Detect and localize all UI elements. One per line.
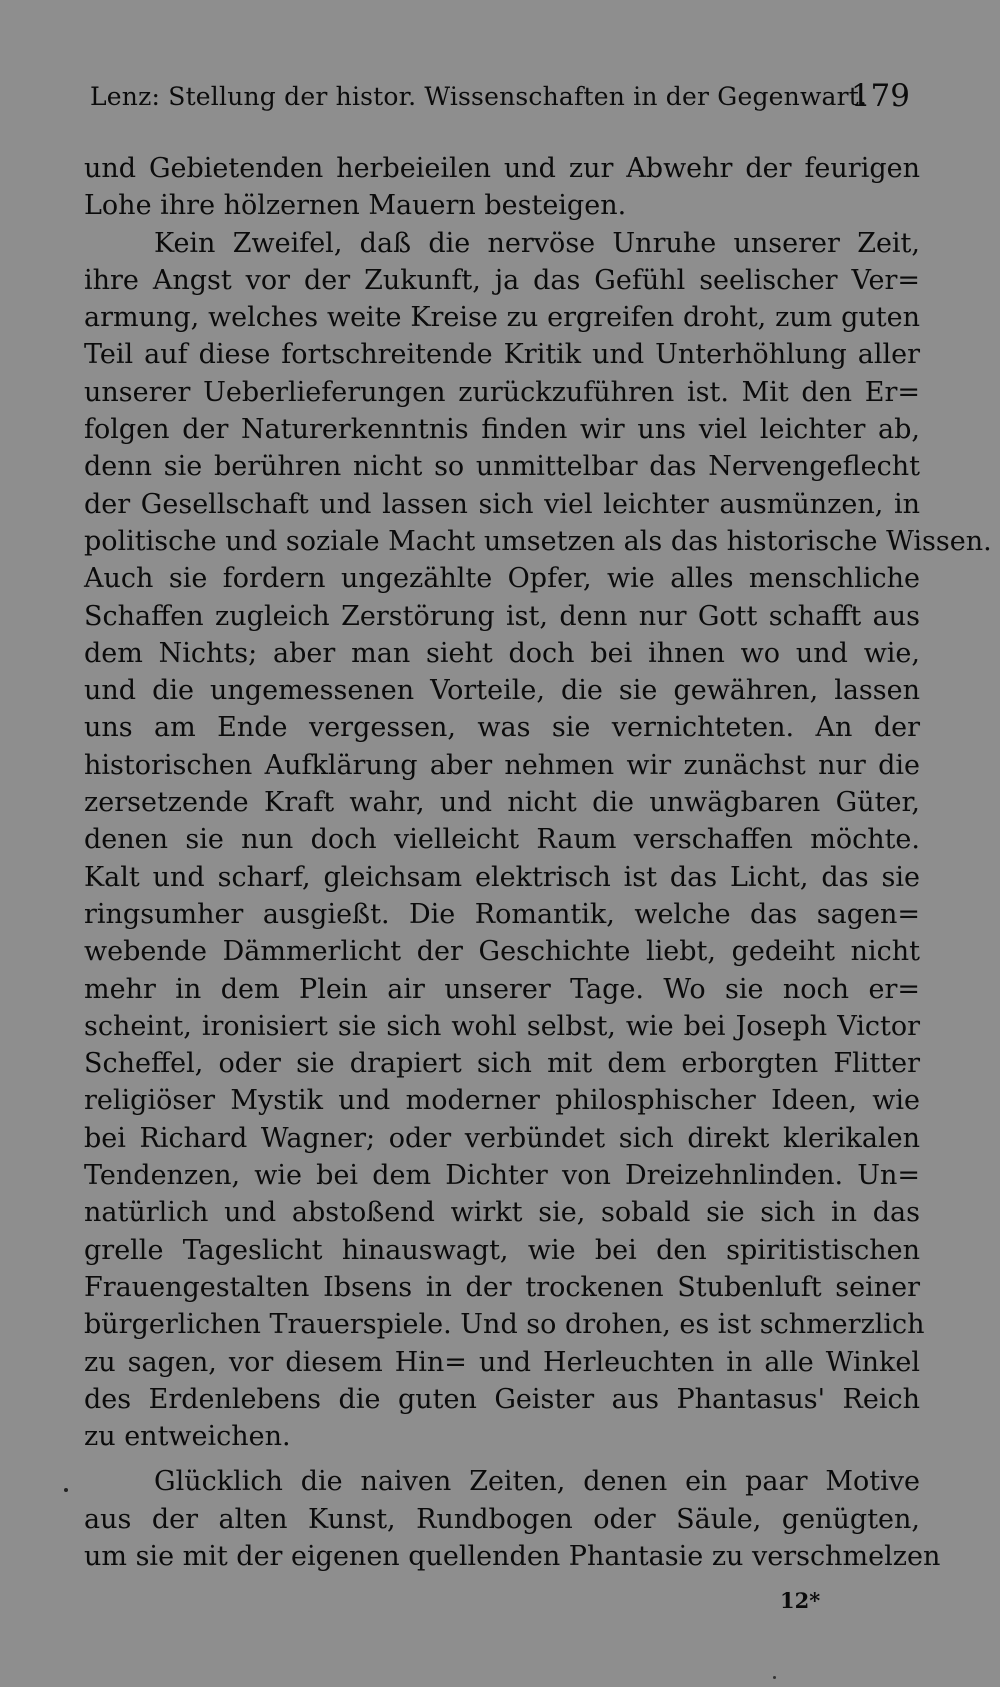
- running-head: [90, 78, 910, 118]
- text-line: der Gesellschaft und lassen sich viel leichter ausmünzen, in: [84, 488, 920, 520]
- text-line: und Gebietenden herbeieilen und zur Abwehr der feurigen: [84, 153, 920, 184]
- text-line: bei Richard Wagner; oder verbündet sich direkt klerikalen: [84, 1122, 920, 1154]
- text-line: webende Dämmerlicht der Geschichte liebt, gedeiht nicht: [84, 936, 920, 968]
- text-line: Scheffel, oder sie drapiert sich mit dem erborgten Flitter: [84, 1048, 920, 1080]
- text-line: zu sagen, vor diesem Hin= und Herleuchten in alle Winkel: [84, 1346, 920, 1378]
- speck-mark: [773, 1676, 776, 1679]
- text-line: dem Nichts; aber man sieht doch bei ihnen wo und wie,: [84, 637, 920, 669]
- text-line: Kein Zweifel, daß die nervöse Unruhe unserer Zeit,: [154, 227, 920, 259]
- text-line: scheint, ironisiert sie sich wohl selbst, wie bei Joseph Victor: [84, 1010, 920, 1042]
- text-line: folgen der Naturerkenntnis finden wir uns viel leichter ab,: [84, 414, 920, 446]
- text-line: natürlich und abstoßend wirkt sie, sobald sie sich in das: [84, 1197, 920, 1229]
- text-line: Glücklich die naiven Zeiten, denen ein paar Motive: [154, 1466, 920, 1498]
- text-line: Frauengestalten Ibsens in der trockenen Stubenluft seiner: [84, 1271, 920, 1303]
- text-line: und die ungemessenen Vorteile, die sie gewähren, lassen: [84, 675, 920, 707]
- text-line: Teil auf diese fortschreitende Kritik und Unterhöhlung aller: [84, 339, 920, 371]
- text-line: mehr in dem Plein air unserer Tage. Wo sie noch er=: [84, 973, 920, 1005]
- running-title: Lenz: Stellung der histor. Wissenschaften in der Gegenwart.: [90, 82, 868, 111]
- body-text: [84, 150, 992, 1575]
- text-line: Kalt und scharf, gleichsam elektrisch ist das Licht, das sie: [84, 861, 920, 893]
- text-line: ringsumher ausgießt. Die Romantik, welche das sagen=: [84, 898, 920, 930]
- text-line: Auch sie fordern ungezählte Opfer, wie alles menschliche: [84, 563, 920, 595]
- printer-signature: 12*: [780, 1588, 821, 1613]
- text-line: des Erdenlebens die guten Geister aus Phantasus' Reich: [84, 1383, 920, 1415]
- text-line: denen sie nun doch vielleicht Raum verschaffen möchte.: [84, 824, 920, 856]
- text-line: aus der alten Kunst, Rundbogen oder Säule, genügten,: [84, 1503, 920, 1535]
- text-line: unserer Ueberlieferungen zurückzuführen ist. Mit den Er=: [84, 376, 920, 408]
- text-line: Schaffen zugleich Zerstörung ist, denn nur Gott schafft aus: [84, 600, 920, 632]
- text-line: bürgerlichen Trauerspiele. Und so drohen, es ist schmerzlich: [84, 1309, 925, 1341]
- text-line: politische und soziale Macht umsetzen als das historische Wissen.: [84, 525, 992, 557]
- text-line: grelle Tageslicht hinauswagt, wie bei den spiritistischen: [84, 1234, 920, 1266]
- text-line: zu entweichen.: [84, 1421, 291, 1453]
- text-line: Tendenzen, wie bei dem Dichter von Dreizehnlinden. Un=: [84, 1160, 920, 1192]
- text-line: armung, welches weite Kreise zu ergreifen droht, zum guten: [84, 302, 920, 334]
- text-line: religiöser Mystik und moderner philosphischer Ideen, wie: [84, 1085, 920, 1117]
- paragraph-gap: [84, 1455, 920, 1463]
- margin-mark: [64, 1488, 68, 1492]
- text-line: Lohe ihre hölzernen Mauern besteigen.: [84, 190, 627, 222]
- text-line: uns am Ende vergessen, was sie vernichteten. An der: [84, 712, 920, 744]
- text-line: ihre Angst vor der Zukunft, ja das Gefühl seelischer Ver=: [84, 264, 920, 296]
- text-line: denn sie berühren nicht so unmittelbar das Nervengeflecht: [84, 451, 920, 483]
- text-line: um sie mit der eigenen quellenden Phantasie zu verschmelzen: [84, 1540, 941, 1572]
- page-number: 179: [850, 78, 910, 114]
- text-line: zersetzende Kraft wahr, und nicht die unwägbaren Güter,: [84, 787, 920, 819]
- text-line: historischen Aufklärung aber nehmen wir zunächst nur die: [84, 749, 920, 781]
